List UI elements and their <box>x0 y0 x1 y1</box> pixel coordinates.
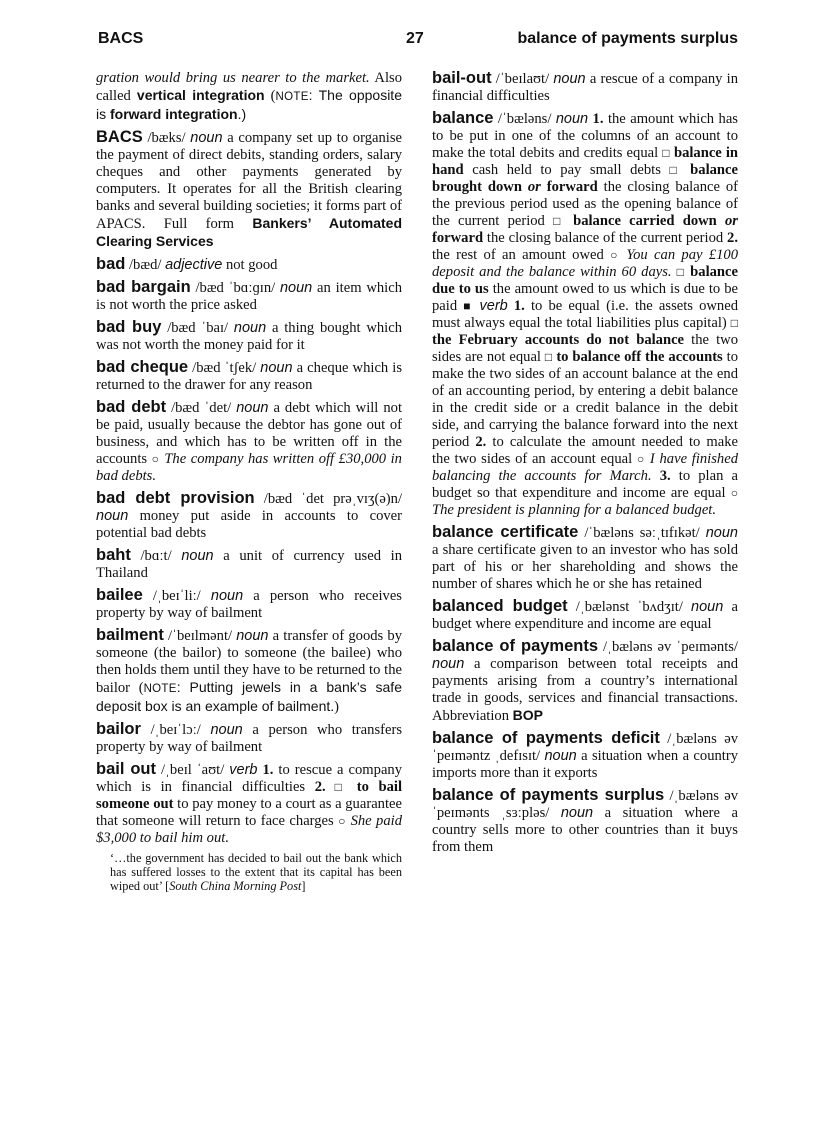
entry-bail-out-noun <box>432 70 738 105</box>
pronunciation: /ˈbeɪlmənt/ <box>163 628 237 644</box>
definition: a comparison between total receipts and payments arising from a country’s international trade in goods, services and financial transactions. Abbreviation <box>432 656 738 724</box>
pronunciation: /ˌbælənst ˈbʌdʒɪt/ <box>567 599 692 615</box>
part-of-speech: noun <box>210 722 243 738</box>
cross-reference: vertical integration <box>136 87 265 103</box>
pronunciation: /ˌbeɪl ˈaʊt/ <box>156 762 230 778</box>
pronunciation: /bæd ˈdet/ <box>166 400 237 416</box>
part-of-speech: noun <box>181 548 214 564</box>
definition: a unit of currency used in Thailand <box>96 548 402 581</box>
entry-balance-of-payments-deficit <box>432 730 738 782</box>
entry-bad-debt-provision <box>96 490 402 542</box>
entry-balance <box>432 110 738 519</box>
quote-text: ‘…the government has decided to bail out the bank which has suffered losses to the extent that its capital has been wiped out’ [ <box>110 851 402 893</box>
definition: cash held to pay small debts <box>463 162 670 178</box>
phrase-or: or <box>725 213 738 229</box>
phrase-marker: □ <box>676 265 686 279</box>
definition: to pay money to a court as a guarantee that someone will return to face charges <box>96 796 402 829</box>
abbreviation: BOP <box>512 707 543 723</box>
phrase: balance in hand <box>432 145 739 178</box>
example: The president is planning for a balanced budget. <box>432 502 717 518</box>
quote-source: South China Morning Post <box>169 879 302 893</box>
entry-bailment <box>96 627 402 716</box>
phrase-marker: □ <box>553 214 565 228</box>
definition-text: Also called <box>96 70 402 104</box>
phrase-marker: □ <box>730 316 738 330</box>
headword: bad buy <box>96 318 162 336</box>
note-label: NOTE <box>143 683 177 695</box>
phrase: balance carried down <box>564 213 725 229</box>
example-marker: ○ <box>151 452 160 466</box>
phrase-or: or <box>527 179 541 195</box>
headword: bailee <box>96 586 143 604</box>
entry-balance-of-payments-surplus <box>432 787 738 856</box>
definition: the closing balance of the previous period used as the opening balance of the current period <box>432 179 738 229</box>
definition: a situation when a country imports more than it exports <box>432 748 738 781</box>
entry-bailee <box>96 587 402 622</box>
quote-end: ] <box>301 879 306 893</box>
pronunciation: /bæd ˈbaɪ/ <box>161 320 234 336</box>
part-of-speech: noun <box>236 400 269 416</box>
header-last-guideword: balance of payments surplus <box>517 30 738 47</box>
part-of-speech: noun <box>190 130 223 146</box>
part-of-speech: verb <box>473 298 508 314</box>
definition: to make the two sides of an account balance at the end of an accounting period, by entering a debit balance in the credit side or a credit balance in the debit side, and carrying the balance forward into the next period <box>432 349 738 450</box>
part-of-speech: noun <box>96 508 129 524</box>
pronunciation: /bæks/ <box>142 130 191 146</box>
pronunciation: /bæd ˈtʃek/ <box>188 360 261 376</box>
note-text: .) <box>237 106 247 122</box>
phrase-marker: □ <box>544 350 553 364</box>
phrase: forward <box>432 230 484 246</box>
example: I have finished balancing the accounts for March. <box>432 451 738 484</box>
part-of-speech: noun <box>233 320 267 336</box>
headword: baht <box>96 546 131 564</box>
definition: the closing balance of the current period <box>483 230 728 246</box>
example-marker: ○ <box>730 486 738 500</box>
headword: bad bargain <box>96 278 191 296</box>
entry-balance-certificate <box>432 524 738 593</box>
definition: a company set up to organise the payment of direct debits, standing orders, salary cheques and other payments generated by computers. It operates for all the British clearing banks and several building societies; it forms part of APACS. Full form <box>96 130 402 232</box>
headword: balance <box>432 109 494 127</box>
headword: bad debt provision <box>96 489 255 507</box>
sense-number: 1. <box>507 298 525 314</box>
entry-bacs <box>96 129 402 251</box>
definition: to calculate the amount needed to make the two sides of an account equal <box>432 434 738 467</box>
part-of-speech: noun <box>705 525 738 541</box>
phrase: the February accounts do not balance <box>432 332 685 348</box>
definition: to be equal (i.e. the assets owned must always equal the total liabilities plus capital) <box>432 298 739 331</box>
example: gration would bring us nearer to the market. <box>96 70 370 86</box>
part-of-speech: noun <box>210 588 244 604</box>
definition: a situation where a country sells more to other countries than it buys from them <box>432 805 738 855</box>
entry-bad-bargain <box>96 279 402 314</box>
definition: to plan a budget so that expenditure and income are equal <box>432 468 738 501</box>
definition: a thing bought which was not worth the money paid for it <box>96 320 403 353</box>
headword: balance of payments <box>432 637 599 655</box>
pronunciation: /bæd/ <box>125 257 166 273</box>
entry-bail-out <box>96 761 402 893</box>
example: She paid $3,000 to bail him out. <box>96 813 402 846</box>
full-form: Bankers’ Automated Clearing Services <box>96 215 402 249</box>
pronunciation: /bɑːt/ <box>130 548 182 564</box>
pronunciation: /ˌbæləns əv ˈpeɪmənts ˌsɜːpləs/ <box>432 788 738 821</box>
headword: bad debt <box>96 398 167 416</box>
part-of-speech: noun <box>236 628 269 644</box>
entry-bad-buy <box>96 319 402 354</box>
part-of-speech: adjective <box>165 257 223 273</box>
definition: the amount owed to us which is due to be paid <box>432 281 738 314</box>
definition: to rescue a company which is in financial difficulties <box>96 762 403 795</box>
part-of-speech: noun <box>260 360 293 376</box>
phrase-marker: □ <box>325 780 357 794</box>
phrase: to bail someone out <box>96 779 403 812</box>
entry-bad-cheque <box>96 359 402 394</box>
definition: a cheque which is returned to the drawer for any reason <box>96 360 403 393</box>
headword: balance certificate <box>432 523 579 541</box>
pronunciation: /ˌbeɪˈlɔː/ <box>140 722 211 738</box>
definition: a rescue of a company in financial difficulties <box>432 71 738 104</box>
pronunciation: /ˌbæləns əv ˈpeɪməntz ˌdefɪsɪt/ <box>432 731 738 764</box>
headword: bail out <box>96 760 157 778</box>
sense-number: 2. <box>727 230 738 246</box>
headword: bailor <box>96 720 141 738</box>
definition: a debt which will not be paid, usually because the debtor has gone out of business, and which has to be written off in the accounts <box>96 400 402 467</box>
example-marker: ○ <box>636 452 646 466</box>
header-first-guideword: BACS <box>98 30 144 47</box>
sense-number: 1. <box>588 111 604 127</box>
example-marker: ○ <box>610 248 621 262</box>
continued-entry <box>96 70 402 124</box>
phrase: forward <box>540 179 598 195</box>
definition: a budget where expenditure and income are equal <box>432 599 738 632</box>
page-header <box>98 30 738 54</box>
page-number: 27 <box>406 30 424 47</box>
note-label: NOTE <box>275 91 309 103</box>
note-text: : Putting jewels in a bank’s safe deposit box is an example of bailment. <box>96 679 402 714</box>
definition: a person who transfers property by way of bailment <box>96 722 403 755</box>
headword: bad <box>96 255 126 273</box>
phrase-marker: □ <box>662 146 670 160</box>
left-column <box>96 70 402 898</box>
definition: an item which is not worth the price asked <box>96 280 403 313</box>
pronunciation: /ˌbæləns əv ˈpeɪmənts/ <box>598 639 738 655</box>
part-of-speech: noun <box>560 805 594 821</box>
part-of-speech: noun <box>691 599 724 615</box>
headword: balance of payments surplus <box>432 786 665 804</box>
sense-number: 1. <box>257 762 274 778</box>
definition: the rest of an amount owed <box>432 247 611 263</box>
phrase: balance brought down <box>432 162 738 195</box>
entry-bad <box>96 256 402 274</box>
headword: bad cheque <box>96 358 189 376</box>
citation-quote <box>110 851 402 893</box>
definition: not good <box>222 257 278 273</box>
definition: a person who receives property by way of bailment <box>96 588 402 621</box>
pos-marker: ■ <box>463 299 474 313</box>
part-of-speech: noun <box>432 656 465 672</box>
definition: the two sides are not equal <box>432 332 738 365</box>
definition-text: ) <box>334 699 340 715</box>
headword: bail-out <box>432 69 492 87</box>
entry-baht <box>96 547 402 582</box>
pronunciation: /ˈbæləns səːˌtɪfɪkət/ <box>578 525 706 541</box>
pronunciation: /bæd ˈbɑːɡɪn/ <box>190 280 280 296</box>
right-column <box>432 70 738 861</box>
definition: money put aside in accounts to cover potential bad debts <box>96 508 402 541</box>
cross-reference: forward integration <box>110 106 238 122</box>
part-of-speech: noun <box>544 748 577 764</box>
definition: the amount which has to be put in one of the columns of an account to make the total debits and credits equal <box>432 111 738 161</box>
headword: balance of payments deficit <box>432 729 660 747</box>
headword: bailment <box>96 626 164 644</box>
note-text: : The opposite is <box>96 87 402 122</box>
pronunciation: /bæd ˈdet prəˌvɪʒ(ə)n/ <box>254 491 403 507</box>
entry-balanced-budget <box>432 598 738 633</box>
phrase: to balance off the accounts <box>552 349 723 365</box>
definition: a transfer of goods by someone (the bailor) to someone (the bailee) who then holds them until they have to be returned to the bailor ( <box>96 628 402 696</box>
entry-balance-of-payments <box>432 638 738 725</box>
definition: a share certificate given to an investor who has sold part of his or her shareholding and shows the number of shares which he or she has retained <box>432 542 738 592</box>
entry-bailor <box>96 721 402 756</box>
entry-bad-debt <box>96 399 402 485</box>
headword: balanced budget <box>432 597 568 615</box>
pronunciation: /ˈbeɪlaʊt/ <box>491 71 554 87</box>
phrase-marker: □ <box>669 163 682 177</box>
sense-number: 2. <box>314 779 326 795</box>
example: You can pay £100 deposit and the balance within 60 days. <box>432 247 739 280</box>
example: The company has written off £30,000 in bad debts. <box>96 451 402 484</box>
pronunciation: /ˌbeɪˈliː/ <box>142 588 211 604</box>
sense-number: 3. <box>659 468 671 484</box>
headword: BACS <box>96 128 143 146</box>
definition-text: ( <box>264 88 276 104</box>
sense-number: 2. <box>475 434 487 450</box>
part-of-speech: verb <box>229 762 258 778</box>
pronunciation: /ˈbæləns/ <box>493 111 556 127</box>
part-of-speech: noun <box>555 111 589 127</box>
part-of-speech: noun <box>553 71 586 87</box>
example-marker: ○ <box>338 814 347 828</box>
part-of-speech: noun <box>279 280 313 296</box>
phrase: balance due to us <box>432 264 739 297</box>
